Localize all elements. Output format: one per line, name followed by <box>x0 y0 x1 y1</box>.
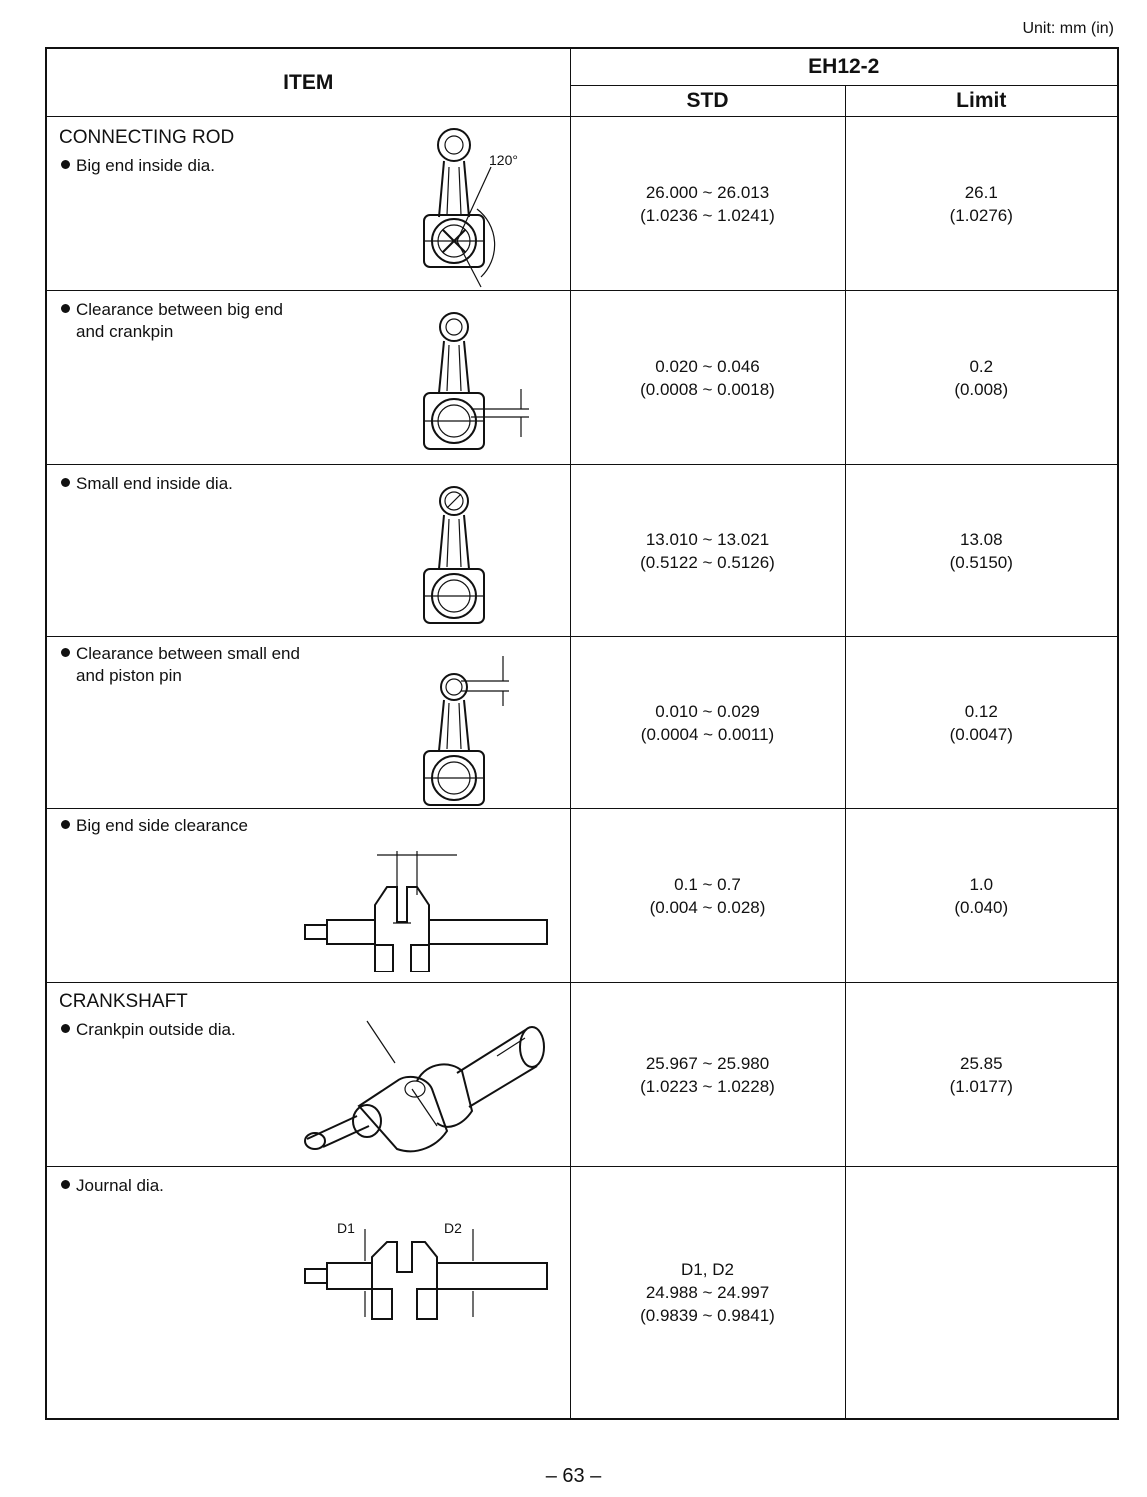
list-item: Big end side clearance <box>61 815 248 837</box>
limit-cell <box>845 1167 1118 1419</box>
limit-cell: 26.1 (1.0276) <box>845 117 1118 291</box>
table-row <box>46 1167 1118 1419</box>
std-cell: 0.010 ~ 0.029 (0.0004 ~ 0.0011) <box>570 637 845 809</box>
crankshaft-isometric-icon <box>297 1011 557 1161</box>
item-cell <box>46 637 570 809</box>
table-row <box>46 117 1118 291</box>
item-cell <box>46 1167 570 1419</box>
item-cell <box>46 465 570 637</box>
crankshaft-side-clearance-icon <box>297 847 567 972</box>
svg-text:D2: D2 <box>444 1220 462 1236</box>
connecting-rod-smallend-icon <box>409 483 519 633</box>
limit-cell: 0.12 (0.0047) <box>845 637 1118 809</box>
limit-header: Limit <box>845 86 1118 117</box>
list-item: Small end inside dia. <box>61 473 233 495</box>
section-title: CRANKSHAFT <box>59 991 188 1012</box>
connecting-rod-smallend-clearance-icon <box>409 651 539 809</box>
std-header: STD <box>570 86 845 117</box>
model-header: EH12-2 <box>570 48 1118 86</box>
list-item: Big end inside dia. <box>61 155 215 177</box>
list-item: Crankpin outside dia. <box>61 1019 236 1041</box>
svg-text:120°: 120° <box>489 152 518 168</box>
limit-cell: 13.08 (0.5150) <box>845 465 1118 637</box>
limit-cell: 25.85 (1.0177) <box>845 983 1118 1167</box>
item-cell <box>46 809 570 983</box>
list-item: Clearance between big end and crankpin <box>61 299 283 343</box>
svg-text:D1: D1 <box>337 1220 355 1236</box>
std-cell: 0.1 ~ 0.7 (0.004 ~ 0.028) <box>570 809 845 983</box>
unit-label: Unit: mm (in) <box>1022 20 1114 37</box>
list-item: Journal dia. <box>61 1175 164 1197</box>
std-cell: 0.020 ~ 0.046 (0.0008 ~ 0.0018) <box>570 291 845 465</box>
std-cell: 25.967 ~ 25.980 (1.0223 ~ 1.0228) <box>570 983 845 1167</box>
item-cell <box>46 117 570 291</box>
std-cell: 26.000 ~ 26.013 (1.0236 ~ 1.0241) <box>570 117 845 291</box>
table-row <box>46 291 1118 465</box>
list-item: Clearance between small end and piston pin <box>61 643 300 687</box>
std-cell: D1, D2 24.988 ~ 24.997 (0.9839 ~ 0.9841) <box>570 1167 845 1419</box>
crankshaft-journal-icon <box>297 1217 567 1327</box>
std-cell: 13.010 ~ 13.021 (0.5122 ~ 0.5126) <box>570 465 845 637</box>
item-header: ITEM <box>46 48 570 117</box>
spec-table <box>45 47 1119 1420</box>
limit-cell: 0.2 (0.008) <box>845 291 1118 465</box>
table-row <box>46 809 1118 983</box>
page-number: – 63 – <box>545 1465 602 1487</box>
section-title: CONNECTING ROD <box>59 127 235 148</box>
limit-cell: 1.0 (0.040) <box>845 809 1118 983</box>
item-cell <box>46 291 570 465</box>
table-row <box>46 465 1118 637</box>
connecting-rod-bigend-clearance-icon <box>409 309 539 459</box>
connecting-rod-angle-icon <box>409 127 559 292</box>
table-row <box>46 637 1118 809</box>
item-cell <box>46 983 570 1167</box>
table-row <box>46 983 1118 1167</box>
